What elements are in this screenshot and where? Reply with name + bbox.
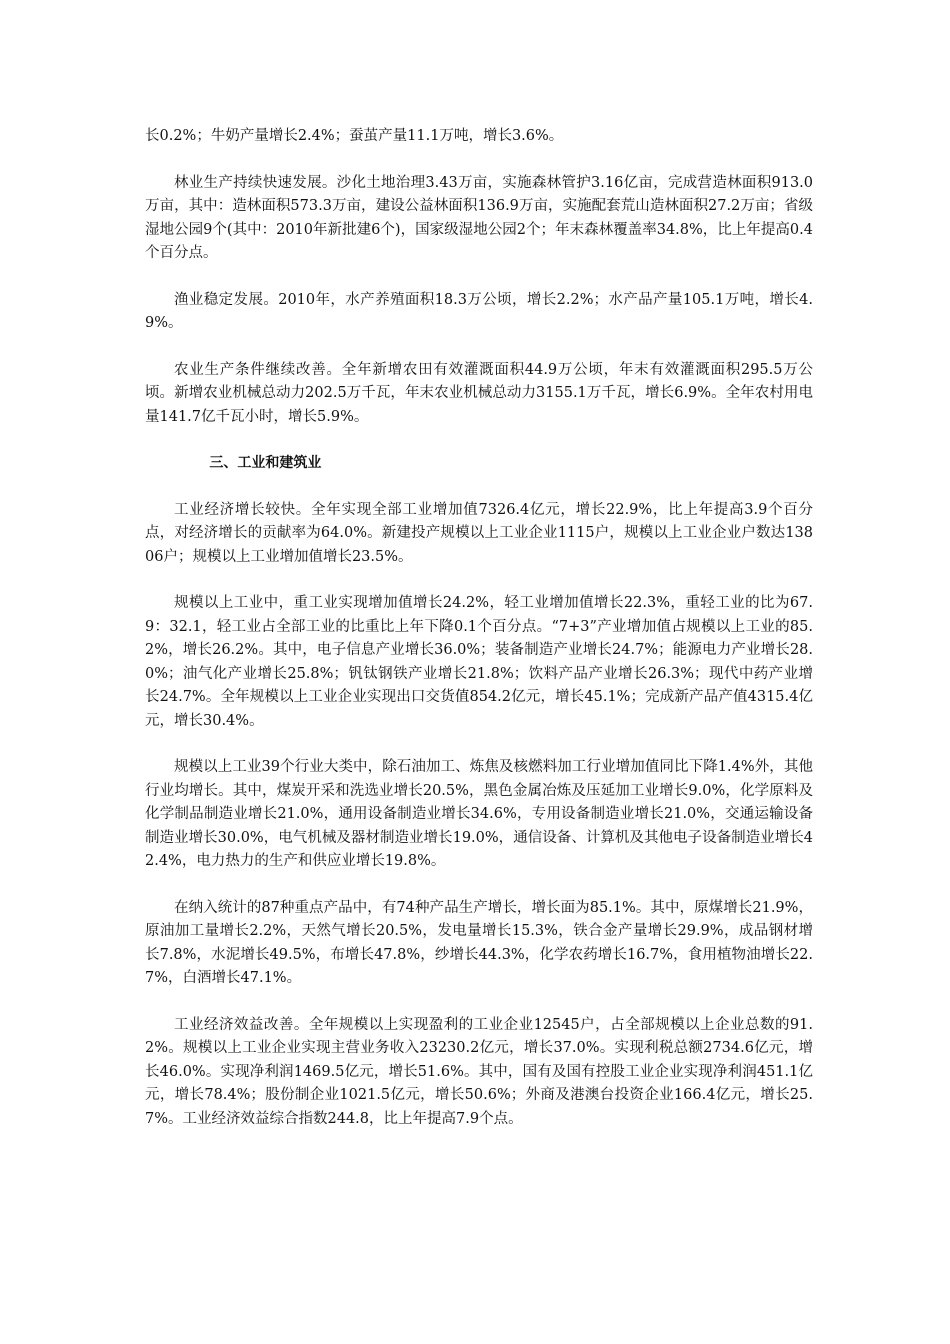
paragraph-industry-profits: 工业经济效益改善。全年规模以上实现盈利的工业企业12545户，占全部规模以上企业总数的91.2%。规模以上工业企业实现主营业务收入23230.2亿元，增长37.0%。实现利税总额2734.6亿元，增长46.0%。实现净利润1469.5亿元，增长51.6%。其中，国有及国有控股工业企业实现净利润451.1亿元，增长78.4%；股份制企业1021.5亿元，增长50.6%；外商及港澳台投资企业166.4亿元，增长25.7%。工业经济效益综合指数244.8，比上年提高7.9个点。 [145, 1016, 813, 1127]
paragraph-heavy-light-industry: 规模以上工业中，重工业实现增加值增长24.2%，轻工业增加值增长22.3%，重轻工业的比为67.9：32.1，轻工业占全部工业的比重比上年下降0.1个百分点。“7+3”产业增加值占规模以上工业的85.2%，增长26.2%。其中，电子信息产业增长36.0%；装备制造产业增长24.7%；能源电力产业增长28.0%；油气化产业增长25.8%；钒钛钢铁产业增长21.8%；饮料产品产业增长26.3%；现代中药产业增长24.7%。全年规模以上工业企业实现出口交货值854.2亿元，增长45.1%；完成新产品产值4315.4亿元，增长30.4%。 [145, 595, 813, 729]
paragraph-industry-sectors: 规模以上工业39个行业大类中，除石油加工、炼焦及核燃料加工行业增加值同比下降1.4%外，其他行业均增长。其中，煤炭开采和洗选业增长20.5%，黑色金属冶炼及压延加工业增长9.0%，化学原料及化学制品制造业增长21.0%，通用设备制造业增长34.6%，专用设备制造业增长21.0%，交通运输设备制造业增长30.0%，电气机械及器材制造业增长19.0%，通信设备、计算机及其他电子设备制造业增长42.4%，电力热力的生产和供应业增长19.8%。 [145, 759, 813, 869]
document-body [145, 125, 813, 1154]
paragraph-key-products: 在纳入统计的87种重点产品中，有74种产品生产增长，增长面为85.1%。其中，原煤增长21.9%，原油加工量增长2.2%，天然气增长20.5%，发电量增长15.3%，铁合金产量增长29.9%，成品钢材增长7.8%，水泥增长49.5%，布增长47.8%，纱增长44.3%，化学农药增长16.7%，食用植物油增长22.7%，白酒增长47.1%。 [145, 899, 813, 986]
paragraph-fishery: 渔业稳定发展。2010年，水产养殖面积18.3万公顷，增长2.2%；水产品产量105.1万吨，增长4.9%。 [145, 291, 813, 331]
section-heading: 三、工业和建筑业 [209, 455, 322, 471]
paragraph-forestry: 林业生产持续快速发展。沙化土地治理3.43万亩，实施森林管护3.16亿亩，完成营造林面积913.0万亩，其中：造林面积573.3万亩，建设公益林面积136.9万亩，实施配套荒山造林面积27.2万亩；省级湿地公园9个(其中：2010年新批建6个)，国家级湿地公园2个；年末森林覆盖率34.8%，比上年提高0.4个百分点。 [145, 174, 813, 261]
paragraph-industry-growth: 工业经济增长较快。全年实现全部工业增加值7326.4亿元，增长22.9%，比上年提高3.9个百分点，对经济增长的贡献率为64.0%。新建投产规模以上工业企业1115户，规模以上工业企业户数达13806户；规模以上工业增加值增长23.5%。 [145, 501, 813, 565]
paragraph-livestock-tail: 长0.2%；牛奶产量增长2.4%；蚕茧产量11.1万吨，增长3.6%。 [145, 128, 564, 144]
paragraph-agri-conditions: 农业生产条件继续改善。全年新增农田有效灌溉面积44.9万公顷，年末有效灌溉面积295.5万公顷。新增农业机械总动力202.5万千瓦，年末农业机械总动力3155.1万千瓦，增长6.9%。全年农村用电量141.7亿千瓦小时，增长5.9%。 [145, 361, 813, 425]
